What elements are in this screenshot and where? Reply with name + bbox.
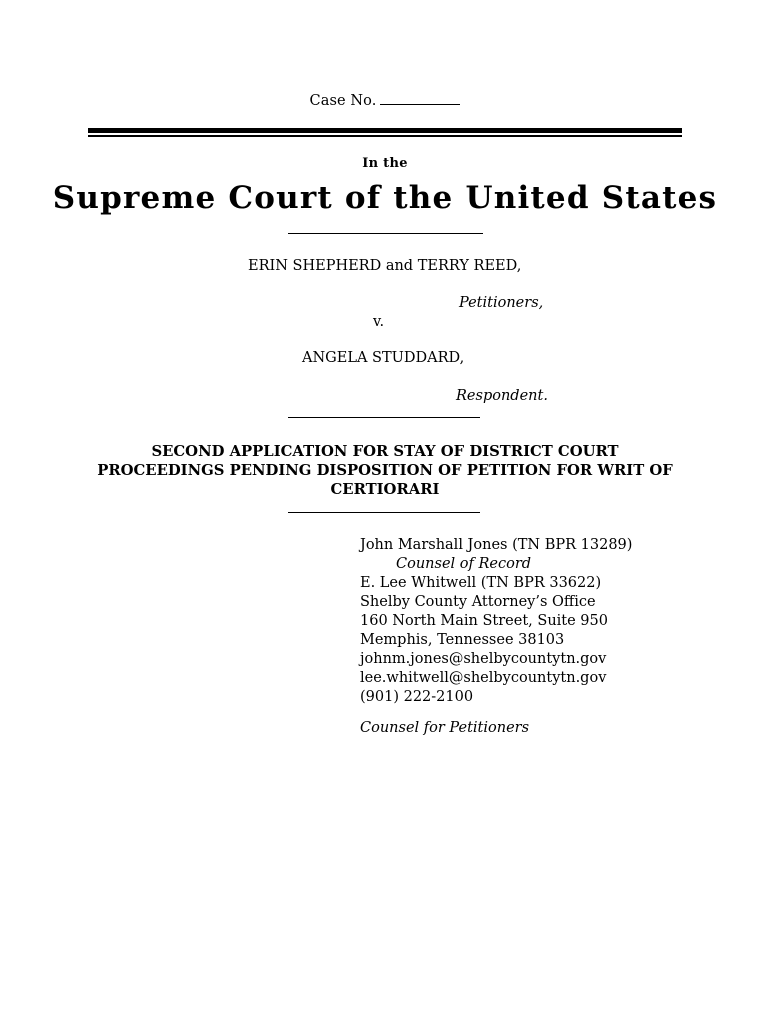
counsel-line: E. Lee Whitwell (TN BPR 33622) [360, 575, 602, 591]
divider-rule-3 [288, 512, 480, 513]
counsel-of-record-label: Counsel of Record [396, 556, 532, 572]
case-number-line [0, 92, 770, 109]
counsel-phone: (901) 222-2100 [360, 689, 474, 705]
case-number-blank [380, 92, 460, 105]
counsel-line: Shelby County Attorney’s Office [360, 594, 596, 610]
application-title-line: SECOND APPLICATION FOR STAY OF DISTRICT COURT [151, 443, 619, 460]
counsel-for-petitioners: Counsel for Petitioners [360, 720, 530, 736]
counsel-block [360, 536, 632, 707]
divider-rule-1 [288, 233, 483, 234]
application-title-line: CERTIORARI [330, 481, 440, 498]
counsel-line: Memphis, Tennessee 38103 [360, 632, 565, 648]
versus-label: v. [373, 314, 385, 330]
respondent-name: ANGELA STUDDARD, [302, 350, 465, 366]
counsel-email: lee.whitwell@shelbycountytn.gov [360, 670, 607, 686]
application-title [80, 442, 690, 499]
respondent-label: Respondent. [456, 388, 548, 404]
counsel-line: 160 North Main Street, Suite 950 [360, 613, 608, 629]
divider-rule-2 [288, 417, 480, 418]
header-rule-thick [88, 128, 682, 133]
court-prefix: In the [362, 156, 408, 171]
petitioners-names: ERIN SHEPHERD and TERRY REED, [248, 258, 522, 274]
petitioners-label: Petitioners, [459, 295, 544, 311]
counsel-email: johnm.jones@shelbycountytn.gov [360, 651, 607, 667]
header-rule-thin [88, 135, 682, 137]
case-number-label: Case No. [309, 93, 377, 109]
court-name: Supreme Court of the United States [52, 180, 718, 216]
counsel-line: John Marshall Jones (TN BPR 13289) [360, 537, 633, 553]
application-title-line: PROCEEDINGS PENDING DISPOSITION OF PETITION FOR WRIT OF [97, 462, 673, 479]
